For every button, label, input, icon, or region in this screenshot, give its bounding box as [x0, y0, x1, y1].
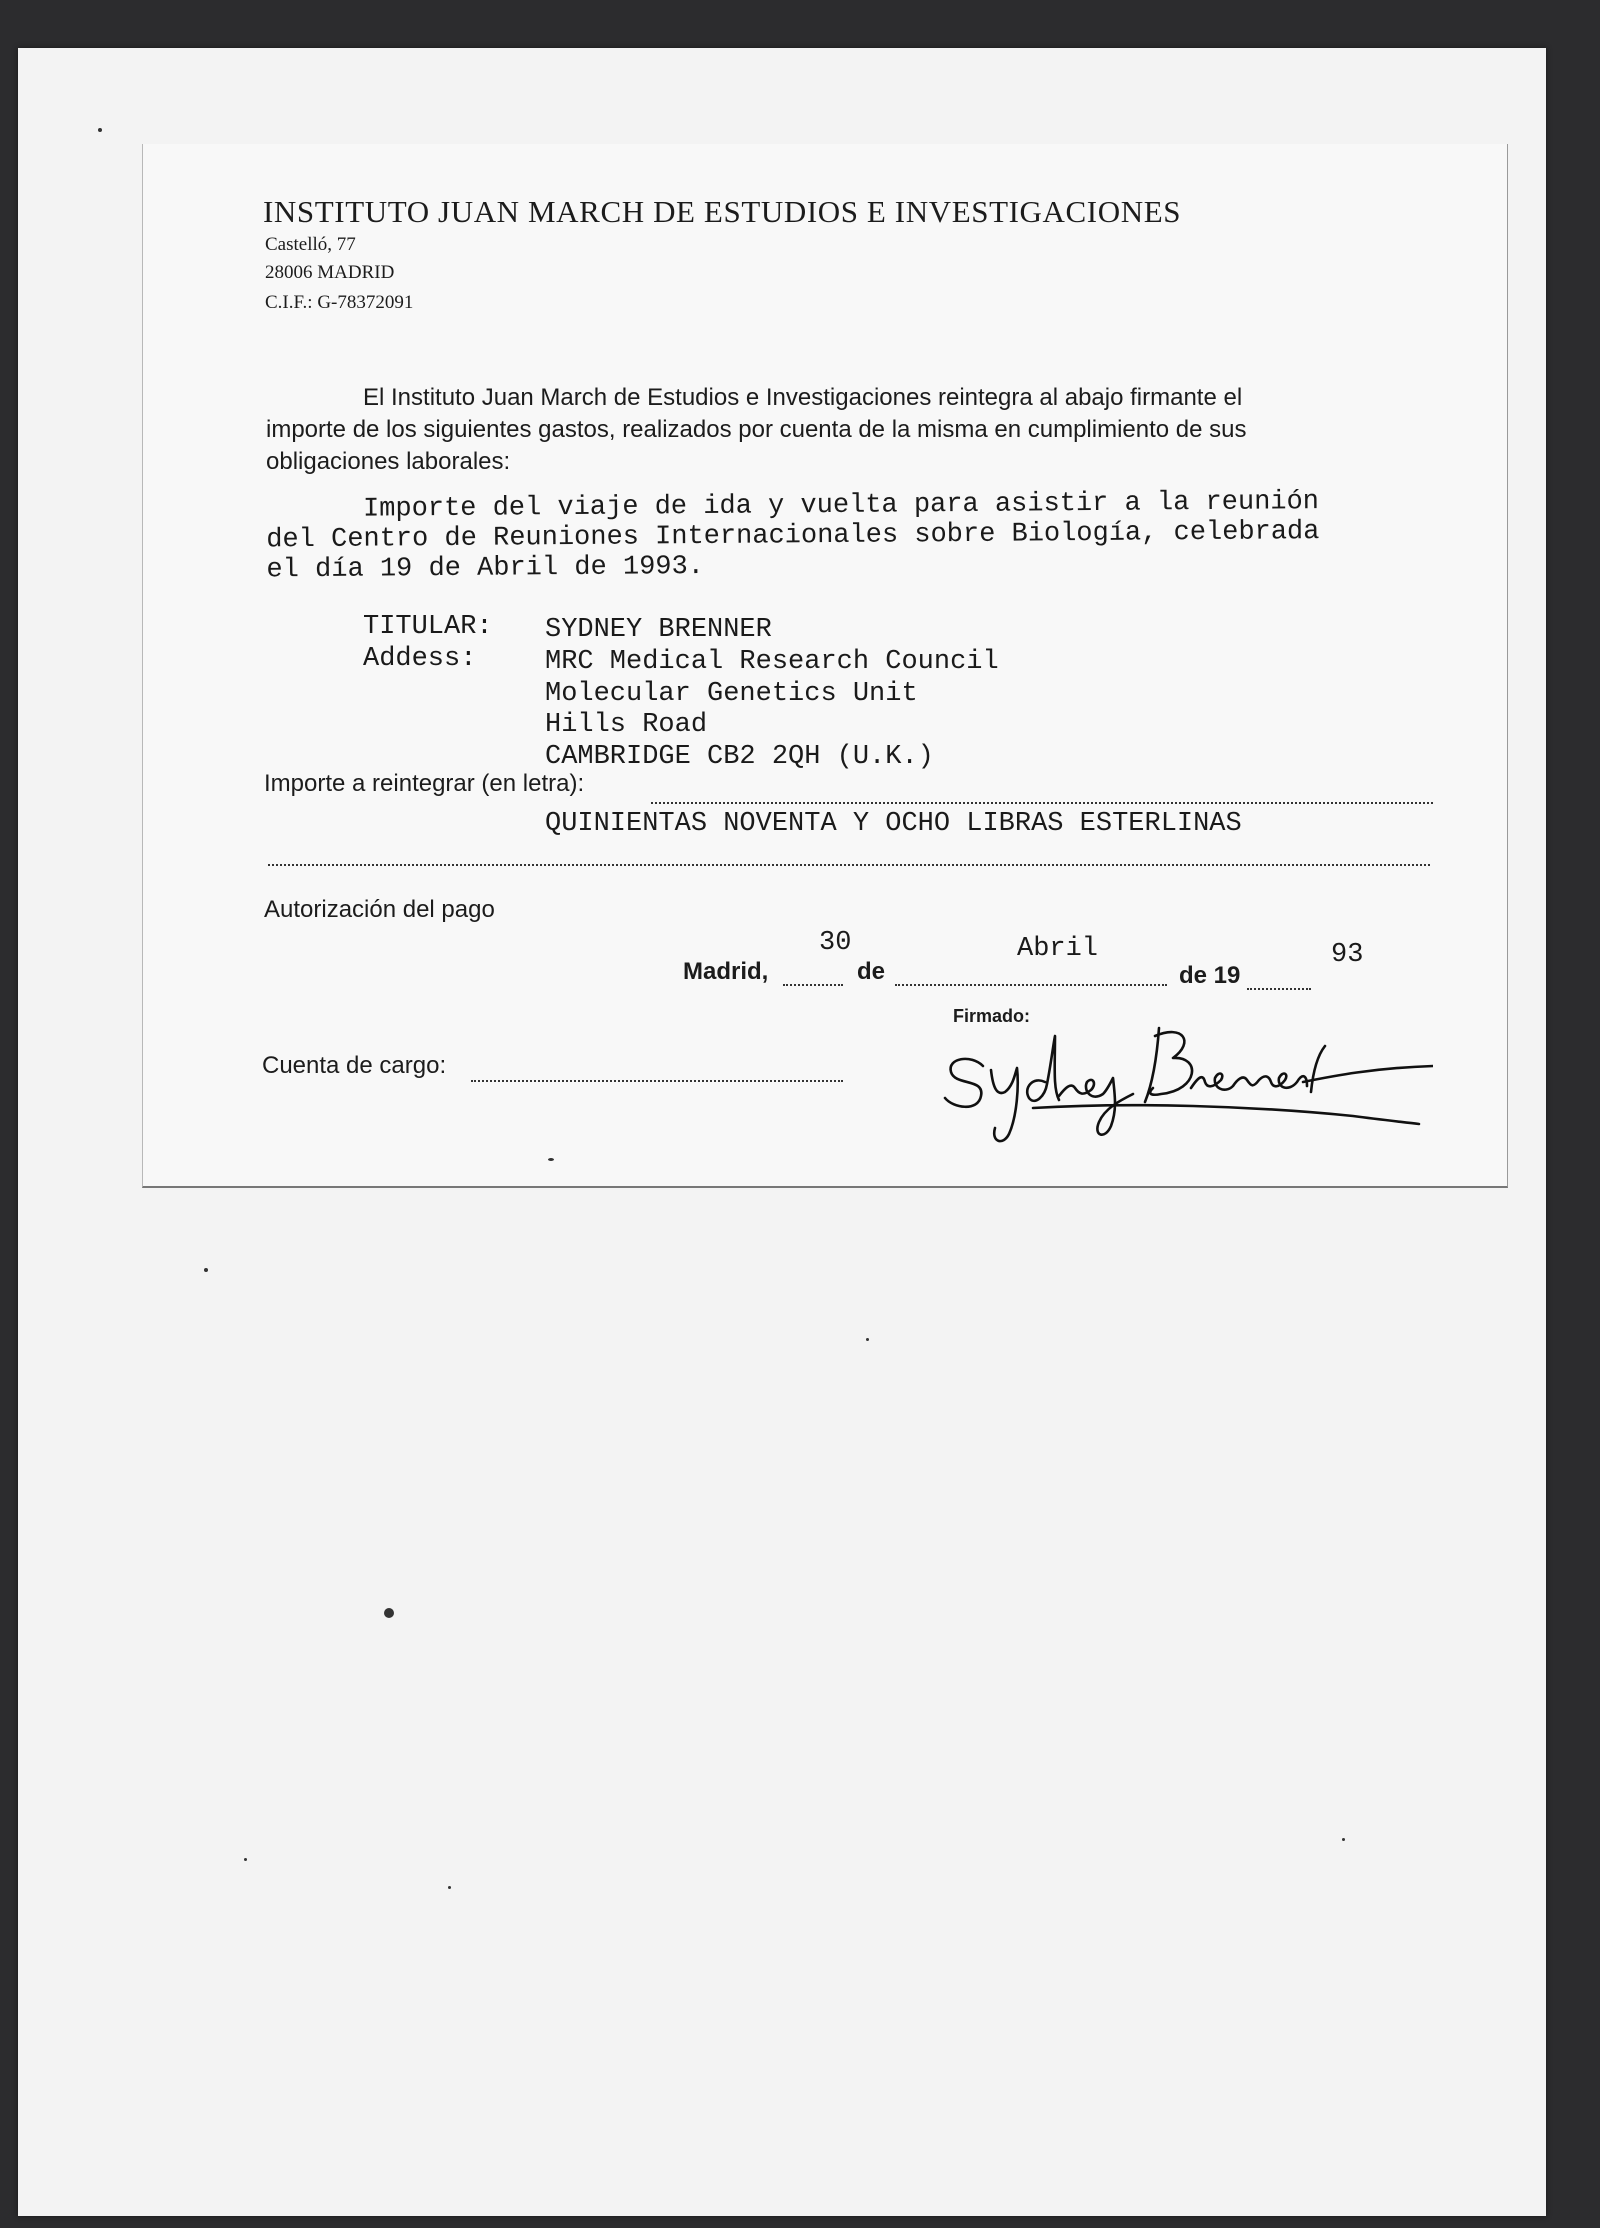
de-label-1: de [857, 958, 886, 985]
scan-speck [448, 1886, 451, 1889]
cif-line: C.I.F.: G-78372091 [265, 292, 414, 313]
signature-image [933, 1016, 1433, 1166]
amount-label: Importe a reintegrar (en letra): [264, 770, 585, 797]
scan-speck [866, 1338, 869, 1341]
scan-speck [244, 1858, 247, 1861]
amount-value: QUINIENTAS NOVENTA Y OCHO LIBRAS ESTERLINAS [545, 809, 1242, 839]
amount-dotted-line-1 [651, 802, 1433, 804]
date-month: Abril [1017, 934, 1099, 964]
authorization-label: Autorización del pago [264, 896, 495, 923]
expense-form [142, 144, 1508, 1188]
amount-dotted-line-2 [268, 864, 1430, 866]
account-dotted-line [471, 1080, 843, 1082]
month-dotted-line [895, 984, 1167, 986]
scan-speck [98, 128, 102, 132]
titular-value: SYDNEY BRENNER [545, 615, 772, 645]
concept-line-2: del Centro de Reuniones Internacionales sobre Biología, celebrada [266, 517, 1320, 556]
concept-line-3: el día 19 de Abril de 1993. [266, 551, 705, 586]
day-dotted-line [783, 984, 843, 986]
city-line: 28006 MADRID [265, 262, 395, 283]
intro-line-1: El Instituto Juan March de Estudios e Investigaciones reintegra al abajo firmante el [363, 384, 1243, 411]
account-label: Cuenta de cargo: [262, 1052, 447, 1079]
scan-speck [548, 1158, 554, 1161]
scan-speck [384, 1608, 394, 1618]
address-label: Addess: [363, 644, 477, 674]
date-year: 93 [1331, 940, 1364, 970]
address-line-4: CAMBRIDGE CB2 2QH (U.K.) [545, 742, 934, 772]
city-label: Madrid, [683, 958, 769, 985]
signature-label: Firmado: [953, 1006, 1031, 1026]
address-line-3: Hills Road [545, 710, 708, 740]
document-sheet [18, 48, 1546, 2216]
de-19-label: de 19 [1179, 962, 1241, 989]
year-dotted-line [1247, 988, 1311, 990]
titular-label: TITULAR: [363, 612, 493, 642]
institution-name: INSTITUTO JUAN MARCH DE ESTUDIOS E INVESTIGACIONES [263, 194, 1182, 229]
concept-line-1: Importe del viaje de ida y vuelta para asistir a la reunión [362, 487, 1320, 525]
date-day: 30 [819, 928, 852, 958]
intro-line-2: importe de los siguientes gastos, realizados por cuenta de la misma en cumplimiento de sus [266, 416, 1247, 443]
intro-line-3: obligaciones laborales: [266, 448, 511, 475]
address-line-1: MRC Medical Research Council [545, 647, 999, 677]
address-line-2: Molecular Genetics Unit [545, 679, 918, 709]
scan-speck [204, 1268, 208, 1272]
address-line: Castelló, 77 [265, 234, 356, 255]
scan-speck [1342, 1838, 1345, 1841]
